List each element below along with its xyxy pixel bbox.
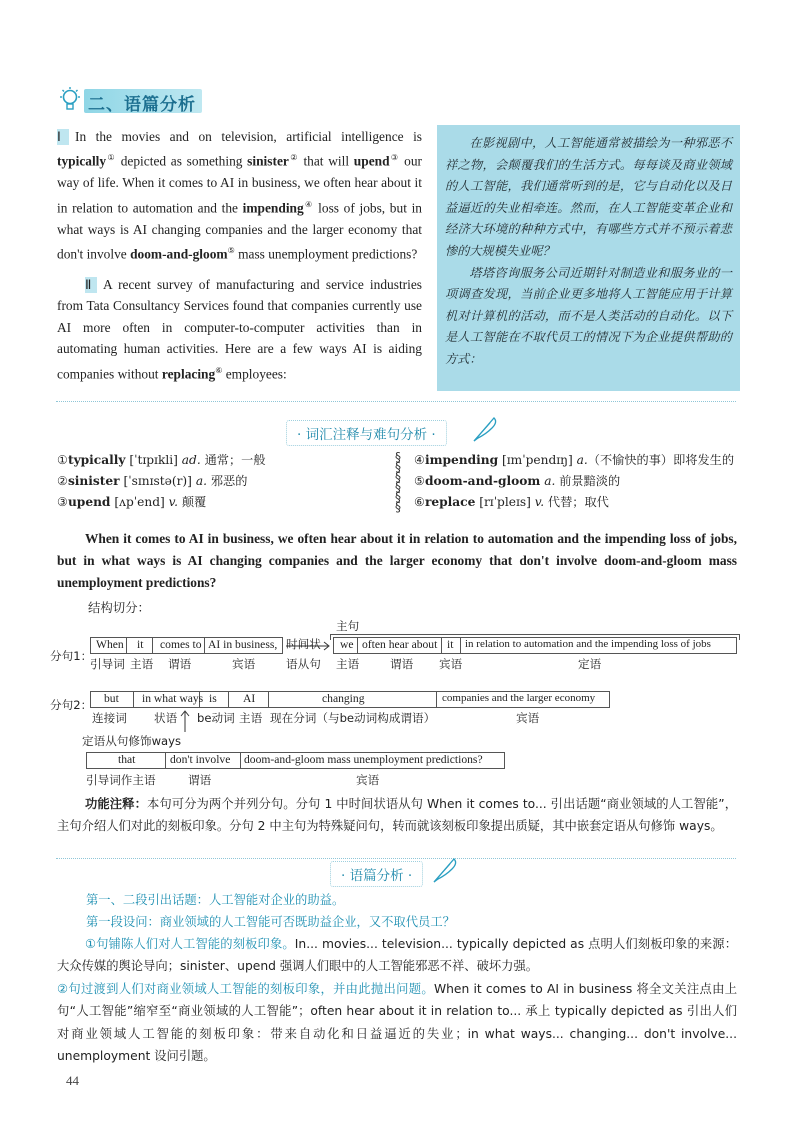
divider	[56, 858, 736, 859]
attributive-clause-label: 定语从句修饰ways	[82, 734, 182, 748]
vocab-item: ⑥replace [rɪˈpleɪs] v. 代替；取代	[414, 495, 609, 509]
c1-word: When	[96, 638, 124, 651]
c1-role: 主语	[130, 657, 154, 671]
c1-adv-label-bottom: 语从句	[286, 657, 321, 671]
c2-sub-role: 宾语	[356, 773, 380, 787]
c2-role: 状语	[154, 711, 178, 725]
c2-sub-word: doom-and-gloom mass unemployment predictions?	[244, 753, 483, 766]
passage-paragraph-1: Ⅰ In the movies and on television, artificial intelligence is typically① depicted as something sinister② that will upend③ our way of life. When it comes to AI in business, we often hear about it in relation to automation and the impending④ loss of jobs, but in what ways is AI changing companies and the larger economy that don't involve doom-and-gloom⑤ mass unemployment predictions?	[57, 129, 423, 262]
section-title: 二、语篇分析	[88, 95, 196, 115]
c2-sub-word: don't involve	[170, 753, 231, 766]
c1-word: it	[137, 638, 144, 651]
vocab-item: ④impending [ɪmˈpendɪŋ] a.（不愉快的事）即将发生的	[414, 453, 735, 467]
c1-role: 谓语	[390, 657, 414, 671]
vocab-item: ③upend [ʌpˈend] v. 颠覆	[57, 495, 207, 509]
c2-role: 现在分词（与be动词构成谓语）	[270, 711, 436, 725]
paragraph-numeral: Ⅰ	[57, 129, 69, 145]
c1-word: in relation to automation and the impending loss of jobs	[465, 638, 711, 650]
c2-sub-word: that	[118, 753, 136, 766]
quill-icon	[470, 414, 500, 444]
analysis-sentence-2: ②句过渡到人们对商业领域人工智能的刻板印象，并由此抛出问题。When it comes to AI in business 将全文关注点由上句“人工智能”缩窄至“商业领域的人工智能”；often hear about it in relation to... 承上 typically depicted as 引出人们对商业领域人工智能的刻板印象：带来自动化和日益逼近的失业；in what ways... changing... don't involve... unemployment 设问引题。	[57, 982, 737, 1064]
vocab-list-left	[57, 450, 266, 513]
lightbulb-icon	[58, 86, 82, 114]
c1-role: 宾语	[232, 657, 256, 671]
vocab-item: ①typically [ˈtɪpɪkli] ad. 通常；一般	[57, 453, 266, 467]
c2-word: changing	[322, 692, 365, 705]
c1-role: 定语	[578, 657, 602, 671]
passage-paragraph-2: Ⅱ A recent survey of manufacturing and service industries from Tata Consultancy Services found that companies currently use AI more often in computer-to-computer activities than in automating human activities. Here are a few ways AI is aiding companies without replacing⑥ employees:	[57, 277, 422, 382]
quill-icon	[430, 855, 460, 885]
c2-word: is	[209, 692, 217, 705]
translation-paragraph-2: 塔塔咨询服务公司近期针对制造业和服务业的一项调查发现，当前企业更多地将人工智能应用于计算机对计算机的活动，而不是人类活动的自动化。以下是人工智能在不取代员工的情况下为企业提供帮助的方式：	[445, 265, 732, 366]
translation-box	[437, 125, 740, 391]
c2-sub-role: 引导词作主语	[86, 773, 156, 787]
c1-role: 谓语	[168, 657, 192, 671]
c1-word: AI in business,	[208, 638, 278, 651]
c1-role: 引导词	[90, 657, 125, 671]
main-clause-label: 主句	[336, 619, 360, 633]
analysis-line-2: 第一段设问：商业领域的人工智能可否既助益企业，又不取代员工？	[86, 915, 455, 929]
up-arrow-icon	[180, 709, 190, 733]
structure-label: 结构切分：	[88, 600, 150, 615]
analysis-sentence-1: ①句铺陈人们对人工智能的刻板印象。In... movies... television... typically depicted as 点明人们刻板印象的来源：大众传媒的舆论导向；sinister、upend 强调人们眼中的人工智能邪恶不祥、破坏力强。	[57, 937, 738, 974]
page-number: 44	[66, 1073, 79, 1088]
paragraph-numeral: Ⅱ	[85, 277, 97, 293]
c2-role: be动词	[197, 711, 235, 725]
c2-role: 宾语	[516, 711, 540, 725]
divider	[56, 401, 736, 402]
discourse-section-title: · 语篇分析 ·	[330, 861, 423, 887]
c2-role: 主语	[239, 711, 263, 725]
translation-paragraph-1: 在影视剧中，人工智能通常被描绘为一种邪恶不祥之物，会颠覆我们的生活方式。每每谈及商业领域的人工智能，我们通常听到的是，它与自动化以及日益逼近的失业相牵连。然而，在人工智能变革企业和经济大环境的种种方式中，有哪些方式并不预示着悲惨的大规模失业呢？	[445, 136, 732, 258]
c2-word: but	[104, 692, 119, 705]
analysis-line-1: 第一、二段引出话题：人工智能对企业的助益。	[86, 893, 345, 907]
vocab-item: ②sinister [ˈsɪnɪstə(r)] a. 邪恶的	[57, 474, 248, 488]
column-divider: § § § § § §	[395, 450, 401, 514]
difficult-sentence: When it comes to AI in business, we often hear about it in relation to automation and the impending loss of jobs, but in what ways is AI changing companies and the larger economy that don't involve doom-and-gloom mass unemployment predictions?	[57, 531, 737, 590]
c2-word: AI	[243, 692, 256, 705]
clause1-label: 分句1：	[50, 649, 93, 663]
clause2-label: 分句2：	[50, 698, 93, 712]
c1-role: 宾语	[439, 657, 463, 671]
c2-role: 连接词	[92, 711, 127, 725]
vocab-item: ⑤doom-and-gloom a. 前景黯淡的	[414, 474, 621, 488]
c1-adv-label-top: 时间状	[286, 637, 321, 651]
c2-sub-role: 谓语	[188, 773, 212, 787]
vocab-section-title: · 词汇注释与难句分析 ·	[286, 420, 447, 446]
vocab-list-right	[414, 450, 734, 513]
c2-word: in what ways	[142, 692, 204, 705]
c1-word: often hear about	[362, 638, 438, 651]
function-note: 功能注释：本句可分为两个并列分句。分句 1 中时间状语从句 When it comes to... 引出话题“商业领域的人工智能”，主句介绍人们对此的刻板印象。分句 2 中主句为特殊疑问句，转而就该刻板印象提出质疑，其中嵌套定语从句修饰 ways。	[57, 797, 737, 834]
c1-word: we	[340, 638, 354, 651]
c1-role: 主语	[336, 657, 360, 671]
c1-word: comes to	[160, 638, 202, 651]
c2-word: companies and the larger economy	[442, 692, 596, 704]
c1-word: it	[447, 638, 454, 651]
